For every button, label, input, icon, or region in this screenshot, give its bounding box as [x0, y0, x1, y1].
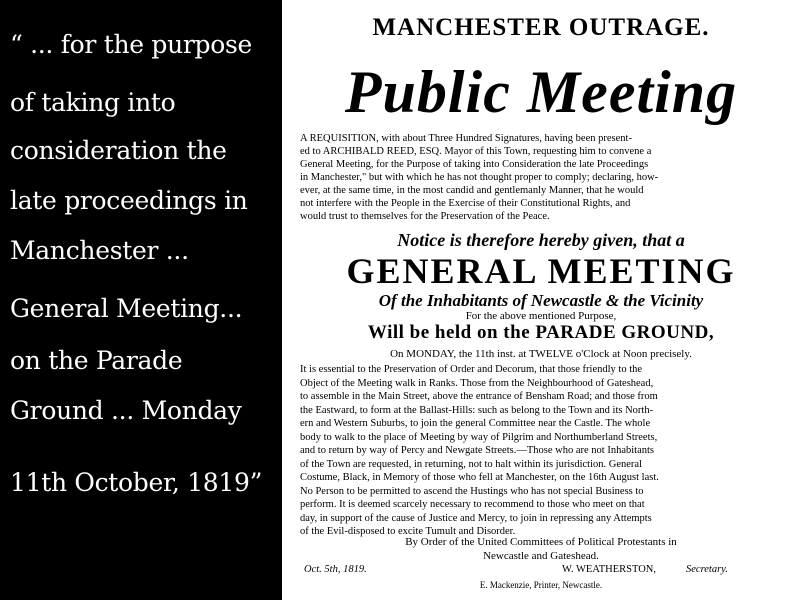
requisition-line: General Meeting, for the Purpose of taking into Consideration the late Proceedings: [300, 159, 649, 170]
body-line: Costume, Black, in Memory of those who fell at Manchester, on the 16th August last.: [300, 472, 659, 483]
secretary-title: Secretary.: [686, 564, 728, 575]
requisition-line: A REQUISITION, with about Three Hundred Signatures, having been present-: [300, 133, 632, 144]
requisition-line: not interfere with the People in the Exercise of their Constitutional Rights, and: [300, 198, 631, 209]
body-line: of the Evil-disposed to excite Tumult and Disorder.: [300, 526, 516, 537]
poster-subtitle: Public Meeting: [344, 59, 738, 125]
body-line: of the Town are requested, in returning, not to halt within its jurisdiction. General: [300, 458, 642, 470]
body-line: the Eastward, to form at the Ballast-Hills: such as belong to the Town and its North-: [300, 404, 654, 416]
purpose-line: For the above mentioned Purpose,: [465, 310, 617, 322]
printer-line: E. Mackenzie, Printer, Newcastle.: [479, 580, 603, 590]
body-line: Object of the Meeting walk in Ranks. Those from the Neighbourhood of Gateshead,: [300, 377, 654, 389]
body-line: ern and Western Suburbs, to join the general Committee near the Castle. The whole: [300, 418, 651, 429]
signature: W. WEATHERSTON,: [562, 564, 657, 575]
poster-title: MANCHESTER OUTRAGE.: [372, 14, 710, 41]
date-line: Oct. 5th, 1819.: [304, 564, 367, 575]
requisition-line: ed to ARCHIBALD REED, ESQ. Mayor of this Town, requesting him to convene a: [300, 146, 652, 157]
body-line: body to walk to the place of Meeting by way of Pilgrim and Northumberland Streets,: [300, 431, 658, 443]
instructions-paragraph: [300, 363, 784, 539]
requisition-paragraph: [300, 132, 782, 223]
inhabitants-heading: Of the Inhabitants of Newcastle & the Vicinity: [378, 291, 704, 310]
quote-line: late proceedings in: [10, 186, 248, 215]
poster: [282, 0, 800, 600]
quote-line: consideration the: [10, 136, 227, 165]
quote-line: “ ... for the purpose: [10, 30, 253, 59]
requisition-line: ever, at the same time, in the most candid and gentlemanly Manner, that he would: [300, 185, 644, 196]
time-line: On MONDAY, the 11th inst. at TWELVE o'Clock at Noon precisely.: [390, 348, 692, 360]
body-line: to assemble in the Main Street, above the entrance of Bensham Road; and those from: [300, 391, 658, 402]
quote-line: Manchester ...: [10, 236, 189, 265]
quote-line: 11th October, 1819”: [10, 468, 263, 497]
body-line: day, in support of the cause of Justice and Mercy, to join in repressing any Attempts: [300, 512, 652, 524]
body-line: perform. It is deemed scarcely necessary to recommend to those who meet on that: [300, 499, 645, 510]
quote-line: Ground ... Monday: [10, 396, 242, 425]
body-line: No Person to be permitted to ascend the Hustings who has not special Business to: [300, 485, 644, 497]
quote-line: General Meeting...: [10, 294, 243, 323]
general-meeting-heading: GENERAL MEETING: [346, 251, 736, 291]
body-line: and to return by way of Percy and Newgate Streets.—Those who are not Inhabitants: [300, 445, 654, 456]
order-line-2: Newcastle and Gateshead.: [483, 550, 599, 562]
notice-heading: Notice is therefore hereby given, that a: [397, 230, 685, 250]
body-line: It is essential to the Preservation of Order and Decorum, that those friendly to the: [300, 364, 643, 375]
order-line: By Order of the United Committees of Political Protestants in: [405, 536, 677, 548]
requisition-line: in Manchester," but with which he has not thought proper to comply; declaring, how-: [300, 172, 659, 183]
quote-panel: [0, 0, 282, 600]
requisition-line: would trust to themselves for the Preservation of the Peace.: [300, 211, 550, 222]
parade-ground-heading: Will be held on the PARADE GROUND,: [367, 322, 715, 343]
quote-line: on the Parade: [10, 346, 183, 375]
quote-line: of taking into: [10, 88, 176, 117]
